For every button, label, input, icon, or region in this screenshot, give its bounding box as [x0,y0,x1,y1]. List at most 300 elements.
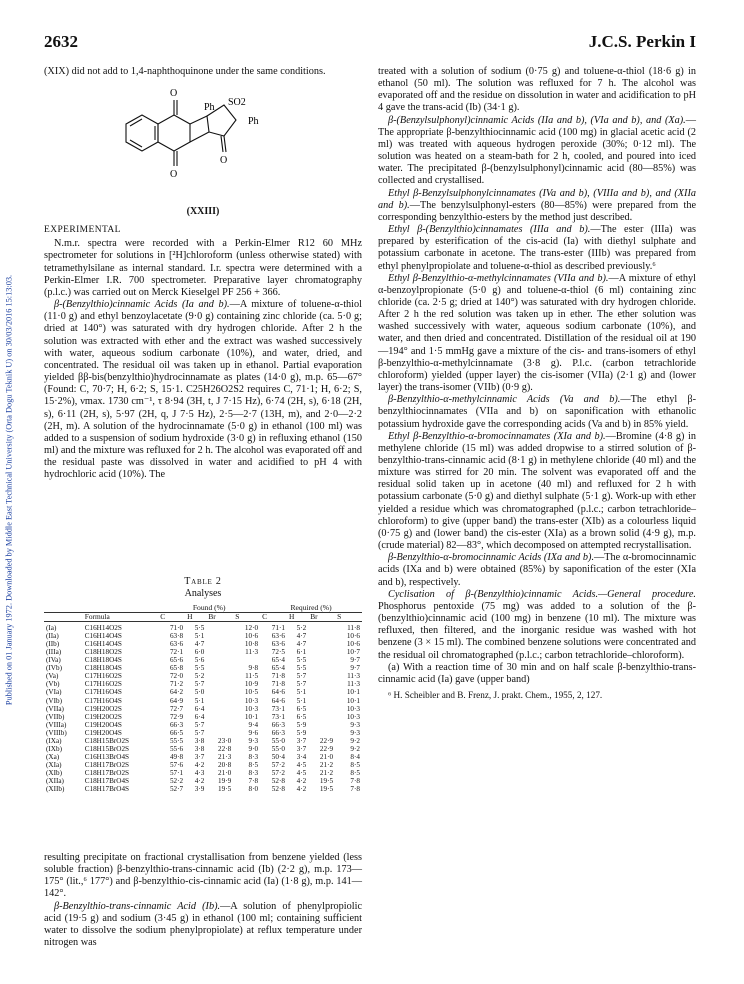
compound-label: (Ia) [46,624,57,633]
value-cell: 11·3 [347,680,360,689]
paragraph-body: —The ethyl β-benzylthiocinnamates (VIIa and b) on saponification with ethanolic potassium hydroxide gave the corresponding acids (Va and b) in 85% yield. [378,394,696,430]
value-cell: 71·2 [169,680,184,689]
compound-label: (IIIa) [46,648,62,657]
value-cell: 7·8 [248,776,259,785]
paragraph-title: Ethyl β-Benzylthio-α-methylcinnamates (VIIa and b). [388,272,609,284]
formula-cell: C17H16O4S [84,696,122,705]
value-cell: 9·3 [350,720,360,729]
compound-label: (Va) [46,672,59,681]
formula-cell: C17H16O2S [84,672,122,681]
table-row [44,688,362,696]
value-cell: 57·1 [169,768,184,777]
paragraph-body: —Bromine (4·8 g) in methylene chloride (15 ml) was added dropwise to a stirred solution of β-benzylthio-trans-cinnamic acid (8·1 g) in methylene chloride (40 ml) and the mixture was stirred for 20 min. The solvent was evaporated off and the residual solid taken up in acetone (40 ml) and refluxed for 2 h with potassium carbonate (5·0 g) and diethyl sulphate (5·1 g). Work-up with ether yielded a residue which was chromatographed (p.l.c.; carbon tetrachloride–chloroform) to give (upper band) the trans-ester (XIb) as a colourless liquid (0·75 g) and (lower band) the cis-ester (XIa) as a brown solid (4·9 g), m.p. (crude material) 82—83°, which decomposed on attempted recrystallisation. [378,430,696,552]
table-row [44,729,362,737]
paragraph-title: Ethyl β-(Benzylthio)cinnamates (IIIa and b). [388,224,591,236]
table-row [44,632,362,640]
value-cell [308,622,335,633]
instrument-paragraph: N.m.r. spectra were recorded with a Perkin-Elmer R12 60 MHz spectrometer for solutions in [²H]chloroform (unless otherwise stated) with tetramethylsilane as internal standard. I.r. spectra were determined with a Perkin-Elmer I.R. 700 spectrometer. Preparative layer chromatography (p.l.c.) was carried out on Merck Kieselgel PF 256 + 366. [44,238,362,298]
value-cell [308,672,335,680]
table-row [44,680,362,688]
value-cell: 3·4 [296,752,307,761]
value-cell: 10·5 [244,688,259,697]
formula-cell: C18H18O4S [84,664,122,673]
value-cell: 5·9 [296,728,307,737]
value-cell: 9·4 [248,720,259,729]
value-cell: 8·5 [350,768,360,777]
value-cell: 3·9 [194,785,205,794]
value-cell [308,688,335,696]
formula-cell: C18H18O2S [84,648,122,657]
column-header: S [233,613,260,622]
paragraph-title: β-Benzylthio-trans-cinnamic Acid (Ib). [54,900,221,912]
value-cell: 8·0 [248,785,259,794]
table-row [44,705,362,713]
value-cell: 7·8 [350,776,360,785]
value-cell: 9·2 [350,736,360,745]
table-row [44,753,362,761]
value-cell: 5·5 [194,624,205,633]
value-cell: 4·2 [194,776,205,785]
table-subtitle: Analyses [184,588,222,599]
footnote: ⁶ H. Scheibler and B. Frenz, J. prakt. Chem., 1955, 2, 127. [388,689,603,700]
table-row [44,761,362,769]
column-header: H [287,613,308,622]
structure-xxiii-svg [112,80,302,204]
paragraph-title: Cyclisation of β-(Benzylthio)cinnamic Acids.—General procedure. [388,588,696,600]
formula-cell: C19H20O2S [84,712,122,721]
compound-label: (XIb) [46,768,62,777]
paragraph-body: —The α-bromocinnamic acids (IXa and b) were obtained (85%) by saponification of the ester (XIa and b), respectively. [378,552,697,588]
benzylthio-cinnamic-paragraph [44,299,362,481]
value-cell: 65·6 [169,656,184,665]
value-cell: 19·5 [319,776,334,785]
table-row [44,745,362,753]
benzylsulphonyl-esters-paragraph [378,188,696,224]
table-row [44,785,362,793]
value-cell: 55·5 [169,736,184,745]
left-column-continued [44,852,362,949]
value-cell: 63·6 [169,640,184,649]
value-cell: 5·5 [296,664,307,673]
compound-label: (VIa) [46,688,62,697]
paragraph-body: —The benzylsulphonyl-esters (80—85%) were prepared from the corresponding benzylthio-esters by the method just described. [378,199,696,223]
table-row [44,721,362,729]
value-cell [308,729,335,737]
value-cell: 71·0 [169,624,184,633]
value-cell: 66·3 [271,720,285,729]
value-cell: 6·4 [194,704,205,713]
value-cell: 5·5 [296,656,307,665]
value-cell: 52·2 [169,776,184,785]
value-cell: 5·5 [194,664,205,673]
value-cell: 57·2 [271,760,285,769]
value-cell: 22·8 [218,744,232,753]
column-header: C [158,613,185,622]
table-row [44,622,362,633]
value-cell: 55·0 [271,736,285,745]
value-cell: 4·7 [296,632,307,641]
page-number: 2632 [44,32,78,51]
intro-paragraph: (XIX) did not add to 1,4-naphthoquinone under the same conditions. [44,66,326,77]
paragraph-title: β-Benzylthio-α-bromocinnamic Acids (IXa and b). [388,552,595,564]
paragraph-title: Ethyl β-Benzylthio-α-bromocinnamates (XIa and b). [388,430,606,442]
value-cell: 72·9 [169,712,184,721]
value-cell: 49·8 [169,752,184,761]
value-cell [233,656,260,664]
value-cell [206,688,233,696]
column-header: H [185,613,206,622]
value-cell: 6·4 [194,712,205,721]
atom-ph-1: Ph [204,102,215,114]
value-cell [308,713,335,721]
value-cell: 4·7 [194,640,205,649]
reaction-time-paragraph: (a) With a reaction time of 30 min and on half scale β-benzylthio-trans-cinnamic acid (Ia) gave (upper band) [378,661,696,685]
value-cell: 57·2 [271,768,285,777]
value-cell: 9·6 [248,728,259,737]
atom-ph-2: Ph [248,116,259,128]
compound-label: (IVa) [46,656,61,665]
value-cell: 50·4 [271,752,285,761]
formula-cell: C18H17BrO4S [84,785,130,794]
fractional-crystallisation-paragraph: resulting precipitate on fractional crystallisation from benzene yielded (less soluble fraction) β-benzylthio-trans-cinnamic acid (Ib) (2·2 g), m.p. 173—175° (lit.,⁶ 177°) and β-benzylthio-cis-cinnamic acid (Ia) (1·8 g), m.p. 141—142°. [44,852,362,900]
formula-cell: C17H16O2S [84,680,122,689]
structure-label: (XXIII) [186,206,220,218]
column-header: Br [308,613,335,622]
download-notice-text: Published on 01 January 1972. Downloaded by Middle East Technical University (Orta Dogu Teknik U) on 30/03/2016 15:13:03. [4,274,14,706]
value-cell: 5·7 [296,680,307,689]
benzylthio-cinnamates-paragraph [378,224,696,273]
paragraph-body: —A solution of phenylpropiolic acid (19·5 g) and sodium (3·45 g) in ethanol (100 ml; containing sufficient water to dissolve the sodium phenylpropiolate) at reflux temperature under nitrogen was [44,900,362,949]
table-row [44,656,362,664]
experimental-heading: EXPERIMENTAL [44,225,121,236]
compound-label: (XIIa) [46,776,64,785]
benzylsulphonyl-acids-paragraph [378,115,696,188]
value-cell [308,640,335,648]
value-cell: 3·7 [194,752,205,761]
value-cell: 71·8 [271,680,285,689]
value-cell: 73·1 [271,704,285,713]
table-row [44,697,362,705]
column-header: Formula [83,613,159,622]
value-cell: 9·3 [248,736,259,745]
value-cell: 12·0 [244,624,259,633]
value-cell: 5·0 [194,688,205,697]
compound-label: (IIb) [46,640,60,649]
formula-cell: C18H17BrO4S [84,776,130,785]
compound-label: (IIa) [46,632,59,641]
value-cell [206,729,233,737]
value-cell: 63·6 [271,632,285,641]
atom-o-top: O [170,88,178,100]
value-cell: 4·5 [296,768,307,777]
compound-label: (Xa) [46,752,60,761]
value-cell: 9·2 [350,744,360,753]
value-cell [206,697,233,705]
value-cell: 55·6 [169,744,184,753]
value-cell: 5·1 [296,696,307,705]
value-cell [308,705,335,713]
value-cell: 3·8 [194,736,205,745]
value-cell: 10·3 [244,704,259,713]
table-row [44,777,362,785]
value-cell: 65·4 [271,664,285,673]
value-cell: 52·8 [271,776,285,785]
cyclisation-paragraph [378,589,696,662]
formula-cell: C19H20O4S [84,728,122,737]
value-cell: 21·2 [319,768,334,777]
value-cell: 8·5 [350,760,360,769]
value-cell: 64·2 [169,688,184,697]
value-cell: 65·4 [271,656,285,665]
atom-so2: SO2 [228,97,246,109]
value-cell: 4·3 [194,768,205,777]
value-cell: 5·1 [194,632,205,641]
value-cell: 5·6 [194,656,205,665]
value-cell: 6·1 [296,648,307,657]
value-cell: 3·7 [296,744,307,753]
value-cell: 10·3 [346,704,360,713]
paragraph-title: Ethyl β-Benzylsulphonylcinnamates (IVa and b), (VIIIa and b), and (XIIa and b). [378,187,696,211]
structure-diagram [44,80,362,218]
value-cell: 19·9 [218,776,232,785]
value-cell: 4·2 [194,760,205,769]
value-cell [206,640,233,648]
value-cell [206,680,233,688]
value-cell: 64·6 [271,696,285,705]
value-cell: 72·1 [169,648,184,657]
formula-cell: C18H17BrO2S [84,760,130,769]
continuation-paragraph: treated with a solution of sodium (0·75 g) and toluene-α-thiol (18·6 g) in ethanol (50 ml). The solution was refluxed for 7 h. The alcohol was evaporated off and the residue on dissolution in water and acidification to pH 4 gave the trans-acid (Ib) (34·1 g). [378,66,696,114]
found-header: Found (%) [192,603,226,612]
value-cell [206,713,233,721]
column-header: Br [206,613,233,622]
formula-cell: C16H14O4S [84,640,122,649]
value-cell: 72·0 [169,672,184,681]
value-cell [308,656,335,664]
compound-label: (VIIIb) [46,728,67,737]
formula-cell: C18H15BrO2S [84,744,130,753]
compound-label: (XIa) [46,760,62,769]
value-cell: 52·7 [169,785,184,794]
paragraph-title: β-Benzylthio-α-methylcinnamic Acids (Va and b). [388,394,621,406]
value-cell: 21·0 [319,752,334,761]
paragraph-body: —The appropriate β-benzylthiocinnamic acid (100 mg) in glacial acetic acid (2 ml) was treated with aqueous hydrogen peroxide (30%; 0·12 ml). The solution was heated on a steam-bath for 2 h, cooled, and poured into iced water. The precipitated β-(benzylsulphonyl)cinnamic acid (80—85%) was collected and crystallised. [378,114,696,187]
compound-label: (IVb) [46,664,62,673]
paragraph-body: —A mixture of ethyl α-benzoylpropionate (5·0 g) and toluene-α-thiol (6 ml) containing zinc chloride (ca. 2·5 g; dried at 140°) was saturated with dry hydrogen chloride. After 2 h the red solution was taken up in ether. The ether solution was washed successively with water, aqueous sodium carbonate (10%), and water, and then dried and concentrated. Distillation of the residual oil at 190—194° and 1·5 mmHg gave a mixture of the cis- and trans-isomers of ethyl β-benzylthio-α-methylcinnamate (3·8 g). P.l.c. (carbon tetrachloride chloroform) yielded (upper layer) the cis-isomer (VIIa) (2·1 g) and (lower layer) the trans-isomer (VIIb) (0·9 g). [378,272,696,394]
value-cell [308,664,335,672]
formula-cell: C17H16O4S [84,688,122,697]
value-cell: 71·8 [271,672,285,681]
right-column [378,66,696,701]
value-cell: 3·8 [194,744,205,753]
value-cell [308,697,335,705]
page-header [44,32,696,52]
value-cell: 5·7 [296,672,307,681]
value-cell: 52·8 [271,785,285,794]
value-cell: 11·5 [245,672,259,681]
value-cell: 5·7 [194,680,205,689]
value-cell: 23·0 [218,736,232,745]
compound-label: (VIIb) [46,712,65,721]
value-cell: 5·1 [296,688,307,697]
value-cell: 5·1 [194,696,205,705]
formula-cell: C19H20O2S [84,704,122,713]
download-notice [2,60,16,920]
column-header: C [260,613,287,622]
table-row [44,640,362,648]
value-cell: 9·7 [350,664,360,673]
table-row [44,664,362,672]
value-cell: 8·5 [248,760,259,769]
bromocinnamates-paragraph [378,431,696,553]
table-body [44,622,362,793]
value-cell: 63·6 [271,640,285,649]
compound-label: (VIIIa) [46,720,67,729]
value-cell: 72·7 [169,704,184,713]
value-cell: 65·8 [169,664,184,673]
value-cell [206,656,233,664]
value-cell: 10·8 [244,640,259,649]
value-cell [206,622,233,633]
paragraph-body: —A mixture of toluene-α-thiol (11·0 g) and ethyl benzoylacetate (9·0 g) containing zinc chloride (ca. 5·0 g; dried at 140°) was saturated with dry hydrogen chloride. After 2 h the solution was extracted with ether and the extract was washed successively with water, aqueous sodium carbonate (10%), and water, dried, and concentrated. The residual oil was taken up in ethanol. Partial evaporation yielded ββ-bis(benzylthio)hydrocinnamate as plates (14·0 g), m.p. 65—67° (Found: C, 70·7; H, 6·2; S, 15·1. C25H26O2S2 requires C, 71·1; H, 6·2; S, 15·2%), νmax. 1730 cm⁻¹, τ 8·94 (3H, t, J 7·15 Hz), 6·74 (2H, s), 6·18 (2H, s), 6·11 (2H, s), 5·97 (2H, q, J 7·5 Hz), 2·5—2·7 (13H, m), and 2·0—2·2 (2H, m). A solution of the hydrocinnamate (5·0 g) in ethanol (100 ml) was added to a suspension of sodium hydroxide (3·0 g) in refluxing ethanol (150 ml) and the mixture was refluxed for 2 h. The alcohol was evaporated off and the residual paste was dissolved in water and acidified to pH 4 with hydrochloric acid (10%). The [44,299,362,481]
formula-cell: C16H13BrO4S [84,752,130,761]
table-caption [44,576,362,600]
value-cell: 5·2 [296,624,307,633]
value-cell: 10·6 [346,640,360,649]
paragraph-title: β-(Benzylsulphonyl)cinnamic Acids (IIa and b), (VIa and b), and (Xa). [388,114,686,126]
formula-cell: C18H17BrO2S [84,768,130,777]
formula-cell: C18H15BrO2S [84,736,130,745]
paragraph-body: Phosphorus pentoxide (75 mg) was added to a solution of the β-(benzylthio)cinnamic acid (100 mg) in benzene (10 ml). The mixture was refluxed, then filtered, and the inorganic residue was washed with hot benzene (3 × 15 ml). The combined benzene solutions were concentrated and the residual oil chromatographed (p.l.c.; carbon tetrachloride–chloroform). [378,600,696,661]
value-cell: 8·3 [248,752,259,761]
value-cell: 66·3 [169,720,184,729]
paragraph-title: β-(Benzylthio)cinnamic Acids (Ia and b). [54,299,230,311]
required-header: Required (%) [290,603,332,612]
value-cell [206,705,233,713]
value-cell: 10·1 [244,712,259,721]
left-column [44,66,362,481]
value-cell: 66·3 [271,728,285,737]
column-header: S [335,613,362,622]
value-cell: 9·8 [248,664,259,673]
value-cell: 10·9 [244,680,259,689]
methylcinnamic-acids-paragraph [378,394,696,430]
value-cell [308,632,335,640]
value-cell: 19·5 [218,785,232,794]
value-cell: 10·3 [244,696,259,705]
value-cell: 66·5 [169,728,184,737]
value-cell: 4·2 [296,785,307,794]
compound-label: (IXa) [46,736,62,745]
journal-title: J.C.S. Perkin I [588,32,696,51]
value-cell: 57·6 [169,760,184,769]
value-cell: 20·8 [218,760,232,769]
value-cell: 5·7 [194,728,205,737]
formula-cell: C16H14O2S [84,624,122,633]
bromocinnamic-acids-paragraph [378,552,696,588]
value-cell: 5·7 [194,720,205,729]
compound-label: (XIIb) [46,785,65,794]
methylcinnamates-paragraph [378,273,696,395]
value-cell: 7·8 [350,785,360,794]
value-cell: 10·1 [346,688,360,697]
value-cell: 64·6 [271,688,285,697]
table-title: Table 2 [184,576,222,587]
value-cell: 21·0 [218,768,232,777]
formula-cell: C19H20O4S [84,720,122,729]
value-cell: 72·5 [271,648,285,657]
value-cell: 63·8 [169,632,184,641]
value-cell: 4·2 [296,776,307,785]
table-row [44,672,362,680]
value-cell: 9·7 [350,656,360,665]
value-cell: 6·5 [296,704,307,713]
value-cell: 64·9 [169,696,184,705]
atom-o-ketone: O [220,155,228,167]
compound-label: (VIIa) [46,704,64,713]
value-cell: 11·3 [245,648,259,657]
value-cell [206,664,233,672]
analyses-table [44,604,362,793]
value-cell: 4·7 [296,640,307,649]
value-cell: 10·3 [346,712,360,721]
compound-label: (IXb) [46,744,62,753]
compound-label: (Vb) [46,680,60,689]
value-cell: 10·6 [244,632,259,641]
value-cell [206,632,233,640]
value-cell: 10·1 [346,696,360,705]
formula-cell: C18H18O4S [84,656,122,665]
value-cell: 6·0 [194,648,205,657]
compound-label: (VIb) [46,696,62,705]
value-cell: 11·8 [347,624,360,633]
value-cell: 9·3 [350,728,360,737]
value-cell: 5·9 [296,720,307,729]
value-cell: 9·0 [248,744,259,753]
value-cell [308,680,335,688]
value-cell [206,648,233,656]
value-cell [206,721,233,729]
table-row [44,713,362,721]
table-row [44,737,362,745]
value-cell [308,648,335,656]
table-row [44,648,362,656]
value-cell: 4·5 [296,760,307,769]
value-cell: 6·5 [296,712,307,721]
value-cell: 10·6 [346,632,360,641]
value-cell: 22·9 [319,736,334,745]
value-cell: 8·3 [248,768,259,777]
atom-o-bottom: O [170,169,178,181]
value-cell: 8·4 [350,752,360,761]
formula-cell: C16H14O4S [84,632,122,641]
trans-cinnamic-paragraph [44,901,362,950]
value-cell: 11·3 [347,672,360,681]
value-cell: 22·9 [319,744,334,753]
value-cell: 21·2 [319,760,334,769]
value-cell [308,721,335,729]
value-cell: 10·7 [346,648,360,657]
paragraph-body: —The ester (IIIa) was prepared by esterification of the cis-acid (Ia) with diethyl sulphate and potassium carbonate in acetone. The trans-ester (IIIb) was prepared from ethyl phenylpropiolate and toluene-α-thiol as described previously.⁶ [378,224,696,272]
value-cell: 5·2 [194,672,205,681]
value-cell: 71·1 [271,624,285,633]
value-cell: 55·0 [271,744,285,753]
value-cell: 3·7 [296,736,307,745]
value-cell: 19·5 [319,785,334,794]
table-row [44,769,362,777]
value-cell [206,672,233,680]
value-cell: 73·1 [271,712,285,721]
